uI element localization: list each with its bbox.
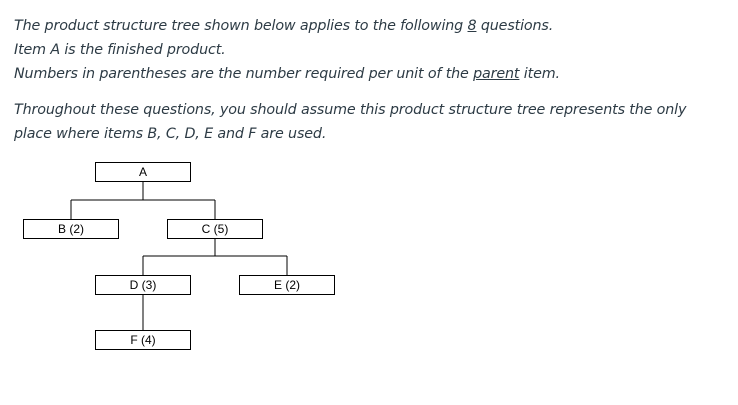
intro-line-2: Item A is the finished product. [14, 42, 226, 58]
question-count: 8 [467, 18, 477, 34]
node-a-label: A [138, 165, 148, 179]
node-d-label: D (3) [129, 278, 157, 292]
intro-line-1: The product structure tree shown below applies to the following 8 questions. [14, 18, 554, 34]
node-b-label: B (2) [57, 222, 85, 236]
assumption-paragraph: Throughout these questions, you should assume this product structure tree represents the only place where items B, C, D, E and F are used. [14, 102, 687, 142]
node-f-label: F (4) [130, 333, 156, 347]
node-c-label: C (5) [201, 222, 229, 236]
parent-term: parent [473, 66, 520, 82]
intro-line-3: Numbers in parentheses are the number required per unit of the parent item. [14, 66, 560, 82]
node-e-label: E (2) [273, 278, 301, 292]
